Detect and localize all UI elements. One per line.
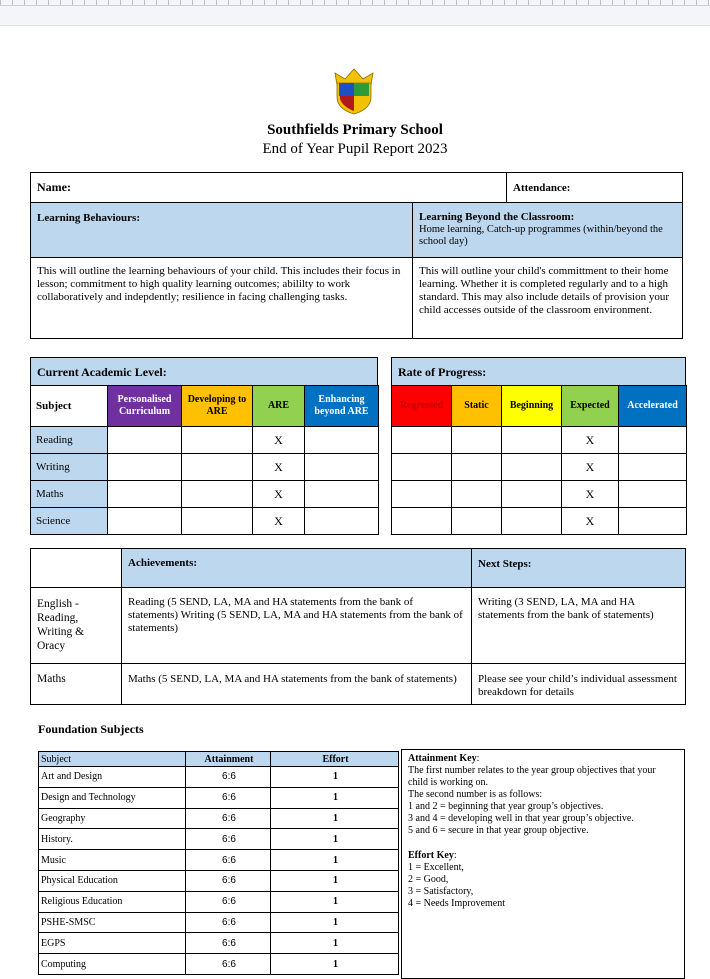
subject-cell: Maths [31, 481, 108, 508]
fs-effort[interactable]: 1 [271, 808, 399, 829]
fs-attainment[interactable]: 6:6 [186, 891, 271, 912]
col-beginning: Beginning [502, 386, 562, 427]
subject-cell: Reading [31, 427, 108, 454]
learning-beyond-sublabel: Home learning, Catch-up programmes (within/beyond the school day) [419, 224, 663, 247]
fs-attainment[interactable]: 6:6 [186, 808, 271, 829]
fs-attainment[interactable]: 6:6 [186, 850, 271, 871]
academic-row-science [31, 508, 379, 535]
mark-cell[interactable]: X [253, 427, 305, 454]
effort-key-line: 3 = Satisfactory, [408, 886, 474, 897]
table-row [39, 767, 399, 788]
effort-key-line: 2 = Good, [408, 874, 449, 885]
ruler[interactable] [0, 0, 710, 6]
col-accelerated: Accelerated [619, 386, 687, 427]
fs-header-subject: Subject [39, 752, 186, 767]
mark-cell[interactable] [182, 454, 253, 481]
table-row [39, 850, 399, 871]
academic-row-maths [31, 481, 379, 508]
school-name: Southfields Primary School [267, 122, 443, 138]
name-label: Name: [37, 180, 71, 194]
mark-cell[interactable] [182, 508, 253, 535]
mark-cell[interactable] [502, 481, 562, 508]
attendance-field[interactable] [506, 172, 683, 203]
mark-cell[interactable] [182, 481, 253, 508]
learning-beyond-text: This will outline your child's committment to their home learning. Whether it is completed regularly and to a high standard. This may also include details of provision your child accesses outside of the classroom environment. [412, 257, 683, 339]
fs-subject: Religious Education [39, 891, 186, 912]
report-title: End of Year Pupil Report 2023 [262, 141, 448, 157]
next-steps-header: Next Steps: [471, 548, 686, 588]
mark-cell[interactable] [452, 508, 502, 535]
fs-subject: Design and Technology [39, 787, 186, 808]
academic-level-title: Current Academic Level: [30, 357, 378, 386]
attendance-label: Attendance: [513, 182, 571, 194]
achievement-text-maths: Maths (5 SEND, LA, MA and HA statements from the bank of statements) [121, 663, 472, 705]
attainment-key-title: Attainment Key [408, 753, 477, 764]
mark-cell[interactable]: X [562, 454, 619, 481]
mark-cell[interactable] [392, 454, 452, 481]
subject-cell: Science [31, 508, 108, 535]
mark-cell[interactable] [305, 508, 379, 535]
foundation-subjects-title: Foundation Subjects [38, 722, 144, 736]
rate-of-progress-table [391, 385, 687, 535]
fs-subject: Physical Education [39, 870, 186, 891]
fs-attainment[interactable]: 6:6 [186, 954, 271, 975]
rate-of-progress-title: Rate of Progress: [391, 357, 686, 386]
fs-subject: EGPS [39, 933, 186, 954]
fs-effort[interactable]: 1 [271, 933, 399, 954]
mark-cell[interactable] [392, 427, 452, 454]
table-row [39, 954, 399, 975]
mark-cell[interactable] [305, 454, 379, 481]
table-row [39, 787, 399, 808]
fs-attainment[interactable]: 6:6 [186, 767, 271, 788]
assessment-key-box: Attainment Key: The first number relates to the year group objectives that your child is working on. The second number is as follows: 1 and 2 = beginning that year group’s objectives. 3 and 4 = developing well in that year group’s objective. 5 and 6 = secure in that year group objective. Effort Key: 1 = Excellent, 2 = Good, 3 = Satisfactory, 4 = Needs Improvement [401, 749, 685, 979]
fs-subject: PSHE-SMSC [39, 912, 186, 933]
foundation-subjects-table [38, 751, 399, 975]
mark-cell[interactable]: X [253, 481, 305, 508]
name-field[interactable] [30, 172, 507, 203]
fs-subject: Art and Design [39, 767, 186, 788]
mark-cell[interactable] [502, 427, 562, 454]
academic-row-writing [31, 454, 379, 481]
fs-attainment[interactable]: 6:6 [186, 912, 271, 933]
mark-cell[interactable] [108, 508, 182, 535]
mark-cell[interactable] [619, 454, 687, 481]
attainment-key-line: 1 and 2 = beginning that year group’s objectives. [408, 801, 604, 812]
table-row [39, 870, 399, 891]
fs-effort[interactable]: 1 [271, 954, 399, 975]
fs-attainment[interactable]: 6:6 [186, 933, 271, 954]
subject-cell: Writing [31, 454, 108, 481]
mark-cell[interactable]: X [562, 481, 619, 508]
effort-key-title: Effort Key [408, 850, 454, 861]
table-row [39, 829, 399, 850]
learning-behaviours-text: This will outline the learning behaviours of your child. This includes their focus in lesson; commitment to high quality learning outcomes; abililty to work collaboratively and indepdently; resilience in facing challenging tasks. [30, 257, 413, 339]
fs-effort[interactable]: 1 [271, 891, 399, 912]
fs-effort[interactable]: 1 [271, 870, 399, 891]
fs-effort[interactable]: 1 [271, 829, 399, 850]
fs-header-effort: Effort [271, 752, 399, 767]
fs-effort[interactable]: 1 [271, 850, 399, 871]
effort-key-line: 4 = Needs Improvement [408, 898, 506, 909]
progress-row [392, 481, 687, 508]
mark-cell[interactable] [182, 427, 253, 454]
achievement-text-english: Reading (5 SEND, LA, MA and HA statements from the bank of statements) Writing (5 SEND, LA, MA and HA statements from the bank of statements) [121, 587, 472, 664]
col-static: Static [452, 386, 502, 427]
mark-cell[interactable] [452, 481, 502, 508]
table-row [39, 891, 399, 912]
fs-effort[interactable]: 1 [271, 767, 399, 788]
achievement-subject-english: English - Reading, Writing & Oracy [30, 587, 122, 664]
school-crest-logo [331, 65, 377, 115]
mark-cell[interactable]: X [562, 427, 619, 454]
mark-cell[interactable] [502, 508, 562, 535]
achievements-corner-cell [30, 548, 122, 588]
attainment-key-line: 5 and 6 = secure in that year group objective. [408, 825, 589, 836]
mark-cell[interactable]: X [253, 454, 305, 481]
fs-effort[interactable]: 1 [271, 787, 399, 808]
col-expected: Expected [562, 386, 619, 427]
fs-attainment[interactable]: 6:6 [186, 870, 271, 891]
fs-attainment[interactable]: 6:6 [186, 787, 271, 808]
academic-row-reading [31, 427, 379, 454]
academic-level-table [30, 385, 379, 535]
mark-cell[interactable] [452, 427, 502, 454]
mark-cell[interactable] [392, 481, 452, 508]
mark-cell[interactable] [108, 481, 182, 508]
mark-cell[interactable] [392, 508, 452, 535]
fs-effort[interactable]: 1 [271, 912, 399, 933]
attainment-key-line: The second number is as follows: [408, 789, 543, 800]
mark-cell[interactable] [305, 481, 379, 508]
fs-subject: Geography [39, 808, 186, 829]
fs-attainment[interactable]: 6:6 [186, 829, 271, 850]
next-steps-text-maths: Please see your child’s individual assessment breakdown for details [471, 663, 686, 705]
table-row [39, 912, 399, 933]
progress-row [392, 427, 687, 454]
col-regressed: Regressed [392, 386, 452, 427]
table-row [39, 933, 399, 954]
achievement-subject-maths: Maths [30, 663, 122, 705]
attainment-key-line: 3 and 4 = developing well in that year group’s objective. [408, 813, 634, 824]
effort-key-line: 1 = Excellent, [408, 862, 464, 873]
mark-cell[interactable] [502, 454, 562, 481]
subject-header: Subject [31, 386, 108, 427]
learning-behaviours-header [30, 202, 413, 258]
col-personalised-curriculum: Personalised Curriculum [108, 386, 182, 427]
fs-subject: History. [39, 829, 186, 850]
progress-row [392, 508, 687, 535]
col-are: ARE [253, 386, 305, 427]
attainment-key-line: The first number relates to the year group objectives that your child is working on. [408, 765, 656, 788]
mark-cell[interactable] [305, 427, 379, 454]
mark-cell[interactable]: X [562, 508, 619, 535]
learning-beyond-label: Learning Beyond the Classroom: [419, 211, 575, 223]
col-developing-to-are: Developing to ARE [182, 386, 253, 427]
mark-cell[interactable] [619, 508, 687, 535]
achievements-header: Achievements: [121, 548, 472, 588]
next-steps-text-english: Writing (3 SEND, LA, MA and HA statements from the bank of statements) [471, 587, 686, 664]
mark-cell[interactable] [452, 454, 502, 481]
learning-behaviours-label: Learning Behaviours: [37, 212, 140, 224]
learning-beyond-header [412, 202, 683, 258]
mark-cell[interactable] [619, 427, 687, 454]
mark-cell[interactable]: X [253, 508, 305, 535]
mark-cell[interactable] [108, 427, 182, 454]
progress-row [392, 454, 687, 481]
mark-cell[interactable] [108, 454, 182, 481]
table-row [39, 808, 399, 829]
fs-subject: Computing [39, 954, 186, 975]
col-enhancing-beyond-are: Enhancing beyond ARE [305, 386, 379, 427]
fs-header-attainment: Attainment [186, 752, 271, 767]
fs-subject: Music [39, 850, 186, 871]
mark-cell[interactable] [619, 481, 687, 508]
